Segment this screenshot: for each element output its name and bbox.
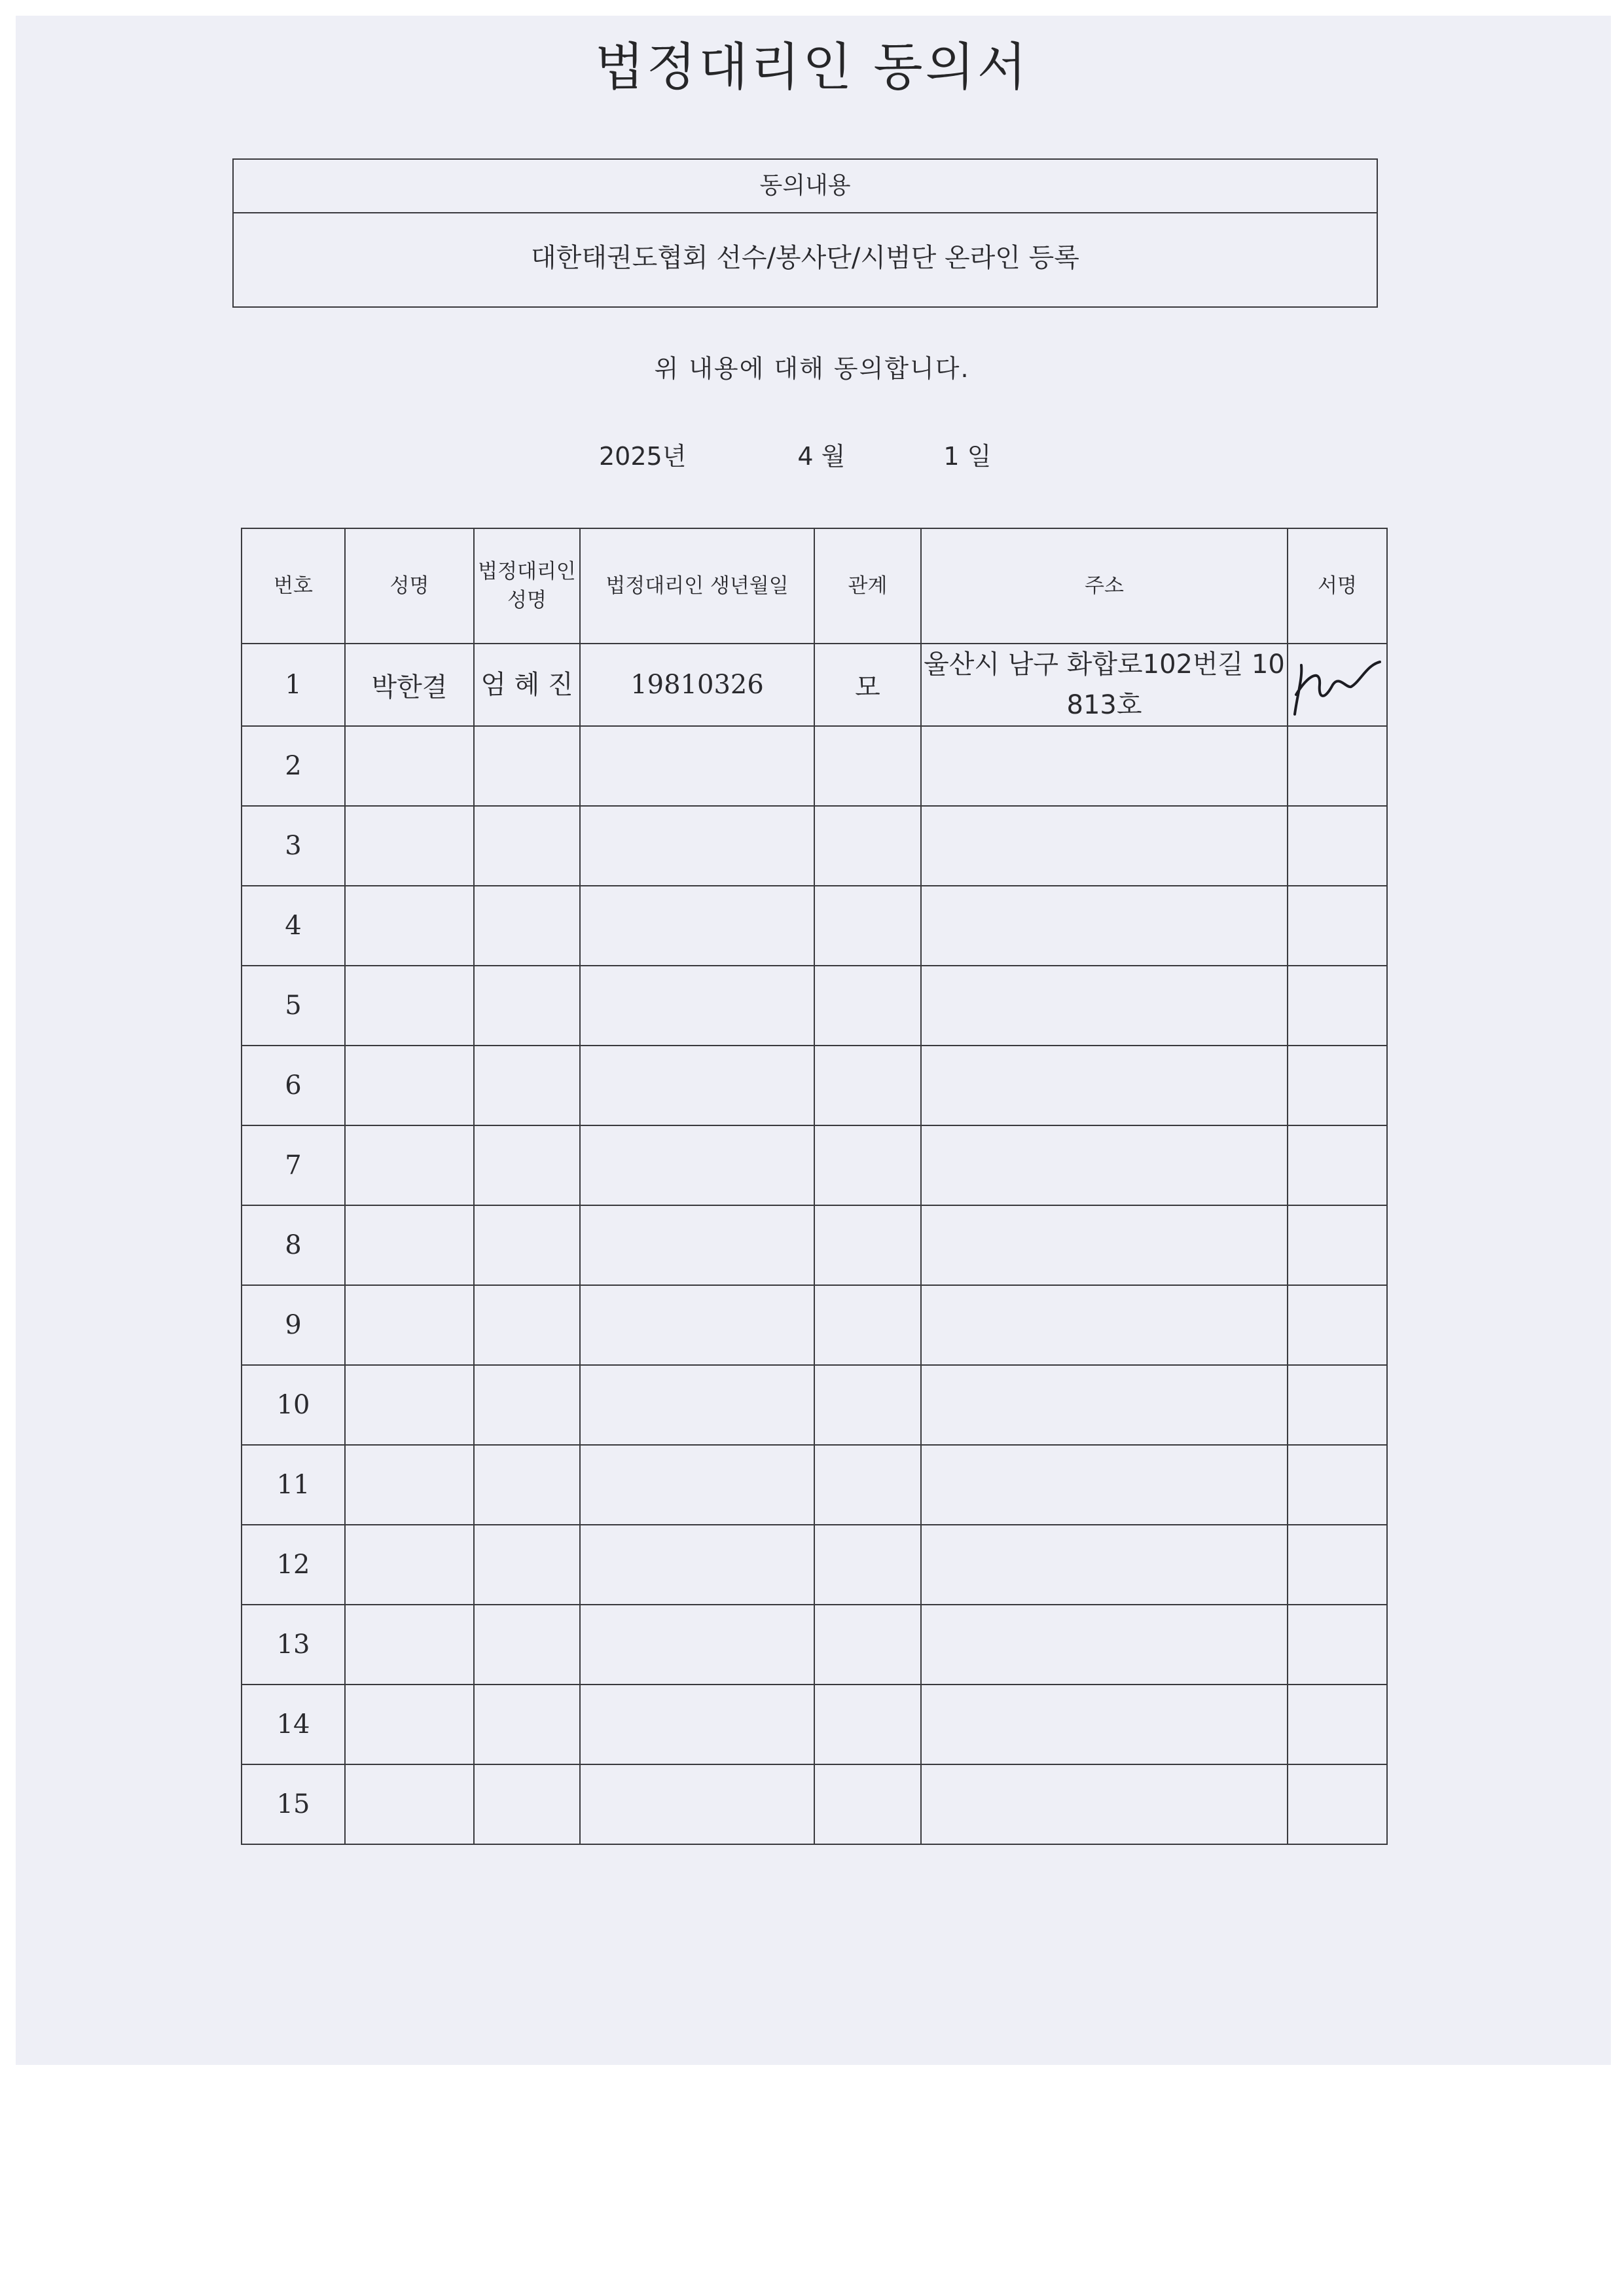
header-guardian-birth: 법정대리인 생년월일 xyxy=(580,528,814,644)
table-row xyxy=(242,1605,1387,1685)
cell-signature xyxy=(1288,726,1387,806)
cell-no: 1 xyxy=(242,644,345,726)
cell-no: 13 xyxy=(242,1605,345,1685)
cell-guardian-name xyxy=(474,1365,580,1445)
cell-guardian-birth xyxy=(580,966,814,1046)
cell-guardian-name xyxy=(474,1605,580,1685)
cell-address xyxy=(921,1445,1288,1525)
cell-signature xyxy=(1288,966,1387,1046)
cell-no: 5 xyxy=(242,966,345,1046)
cell-name xyxy=(345,1445,474,1525)
cell-relation xyxy=(814,966,921,1046)
handwritten-signature-icon xyxy=(1288,649,1386,721)
cell-address xyxy=(921,1525,1288,1605)
cell-signature xyxy=(1288,1764,1387,1844)
cell-signature xyxy=(1288,1125,1387,1205)
cell-no: 6 xyxy=(242,1046,345,1125)
cell-no: 9 xyxy=(242,1285,345,1365)
cell-relation: 모 xyxy=(814,644,921,726)
table-row xyxy=(242,1445,1387,1525)
consent-body: 대한태권도협회 선수/봉사단/시범단 온라인 등록 xyxy=(531,243,1079,273)
cell-guardian-name xyxy=(474,1205,580,1285)
date-line xyxy=(599,436,991,472)
table-row xyxy=(242,1764,1387,1844)
cell-address xyxy=(921,1605,1288,1685)
cell-address xyxy=(921,806,1288,886)
cell-address xyxy=(921,966,1288,1046)
cell-relation xyxy=(814,1125,921,1205)
table-header-row xyxy=(242,528,1387,644)
cell-name xyxy=(345,1205,474,1285)
cell-no: 3 xyxy=(242,806,345,886)
cell-no: 14 xyxy=(242,1685,345,1764)
consent-header: 동의내용 xyxy=(234,160,1377,213)
cell-address xyxy=(921,1205,1288,1285)
cell-guardian-name xyxy=(474,1685,580,1764)
header-address: 주소 xyxy=(921,528,1288,644)
cell-guardian-birth xyxy=(580,1525,814,1605)
cell-guardian-name xyxy=(474,1445,580,1525)
table-row xyxy=(242,1285,1387,1365)
cell-guardian-birth xyxy=(580,1445,814,1525)
cell-name xyxy=(345,1046,474,1125)
cell-no: 10 xyxy=(242,1365,345,1445)
agreement-statement: 위 내용에 대해 동의합니다. xyxy=(654,354,970,383)
cell-address xyxy=(921,1046,1288,1125)
cell-relation xyxy=(814,1764,921,1844)
cell-relation xyxy=(814,1685,921,1764)
cell-name xyxy=(345,966,474,1046)
cell-signature xyxy=(1288,1605,1387,1685)
cell-address: 울산시 남구 화합로102번길 10 813호 xyxy=(921,644,1288,726)
cell-relation xyxy=(814,726,921,806)
cell-relation xyxy=(814,1046,921,1125)
cell-guardian-name xyxy=(474,966,580,1046)
cell-no: 8 xyxy=(242,1205,345,1285)
cell-address xyxy=(921,1365,1288,1445)
cell-signature xyxy=(1288,886,1387,966)
cell-relation xyxy=(814,1605,921,1685)
cell-guardian-name: 엄 혜 진 xyxy=(474,644,580,726)
cell-guardian-name xyxy=(474,806,580,886)
cell-guardian-birth: 19810326 xyxy=(580,644,814,726)
cell-guardian-birth xyxy=(580,806,814,886)
cell-address xyxy=(921,1285,1288,1365)
guardian-roster-table xyxy=(241,528,1388,1845)
cell-guardian-name xyxy=(474,1764,580,1844)
cell-relation xyxy=(814,886,921,966)
date-year: 2025년 xyxy=(599,442,687,471)
cell-name xyxy=(345,806,474,886)
cell-name xyxy=(345,1285,474,1365)
cell-signature xyxy=(1288,1365,1387,1445)
cell-address xyxy=(921,726,1288,806)
cell-name: 박한결 xyxy=(345,644,474,726)
cell-name xyxy=(345,1525,474,1605)
cell-name xyxy=(345,1764,474,1844)
cell-name xyxy=(345,1605,474,1685)
cell-guardian-birth xyxy=(580,726,814,806)
cell-signature xyxy=(1288,806,1387,886)
cell-relation xyxy=(814,1445,921,1525)
cell-guardian-birth xyxy=(580,1605,814,1685)
cell-no: 15 xyxy=(242,1764,345,1844)
document-title: 법정대리인 동의서 xyxy=(594,38,1030,97)
cell-signature xyxy=(1288,1046,1387,1125)
cell-address xyxy=(921,1685,1288,1764)
cell-name xyxy=(345,1365,474,1445)
cell-guardian-name xyxy=(474,1525,580,1605)
table-row xyxy=(242,726,1387,806)
cell-address xyxy=(921,886,1288,966)
cell-signature xyxy=(1288,644,1387,726)
header-name: 성명 xyxy=(345,528,474,644)
cell-relation xyxy=(814,1205,921,1285)
table-row xyxy=(242,1205,1387,1285)
cell-name xyxy=(345,1685,474,1764)
cell-guardian-birth xyxy=(580,1205,814,1285)
cell-guardian-birth xyxy=(580,1764,814,1844)
cell-guardian-birth xyxy=(580,1285,814,1365)
table-row xyxy=(242,886,1387,966)
cell-no: 12 xyxy=(242,1525,345,1605)
header-no: 번호 xyxy=(242,528,345,644)
cell-no: 11 xyxy=(242,1445,345,1525)
header-guardian-name: 법정대리인 성명 xyxy=(474,528,580,644)
cell-relation xyxy=(814,1285,921,1365)
cell-relation xyxy=(814,1365,921,1445)
cell-signature xyxy=(1288,1445,1387,1525)
table-row xyxy=(242,966,1387,1046)
cell-relation xyxy=(814,1525,921,1605)
cell-guardian-name xyxy=(474,1046,580,1125)
table-row xyxy=(242,644,1387,726)
cell-no: 7 xyxy=(242,1125,345,1205)
table-row xyxy=(242,1125,1387,1205)
cell-guardian-name xyxy=(474,1125,580,1205)
table-row xyxy=(242,1525,1387,1605)
cell-guardian-birth xyxy=(580,1046,814,1125)
cell-signature xyxy=(1288,1685,1387,1764)
cell-guardian-name xyxy=(474,886,580,966)
cell-guardian-birth xyxy=(580,1685,814,1764)
cell-name xyxy=(345,1125,474,1205)
cell-guardian-birth xyxy=(580,1365,814,1445)
date-day: 1 일 xyxy=(943,442,992,471)
cell-relation xyxy=(814,806,921,886)
cell-guardian-birth xyxy=(580,1125,814,1205)
cell-guardian-name xyxy=(474,726,580,806)
cell-guardian-birth xyxy=(580,886,814,966)
header-relation: 관계 xyxy=(814,528,921,644)
cell-no: 2 xyxy=(242,726,345,806)
table-row xyxy=(242,1365,1387,1445)
cell-signature xyxy=(1288,1285,1387,1365)
consent-box xyxy=(232,158,1378,308)
header-signature: 서명 xyxy=(1288,528,1387,644)
table-row xyxy=(242,806,1387,886)
cell-name xyxy=(345,726,474,806)
table-row xyxy=(242,1046,1387,1125)
date-month: 4 월 xyxy=(797,442,846,471)
cell-guardian-name xyxy=(474,1285,580,1365)
cell-no: 4 xyxy=(242,886,345,966)
cell-signature xyxy=(1288,1525,1387,1605)
cell-address xyxy=(921,1125,1288,1205)
cell-name xyxy=(345,886,474,966)
cell-address xyxy=(921,1764,1288,1844)
cell-signature xyxy=(1288,1205,1387,1285)
table-row xyxy=(242,1685,1387,1764)
